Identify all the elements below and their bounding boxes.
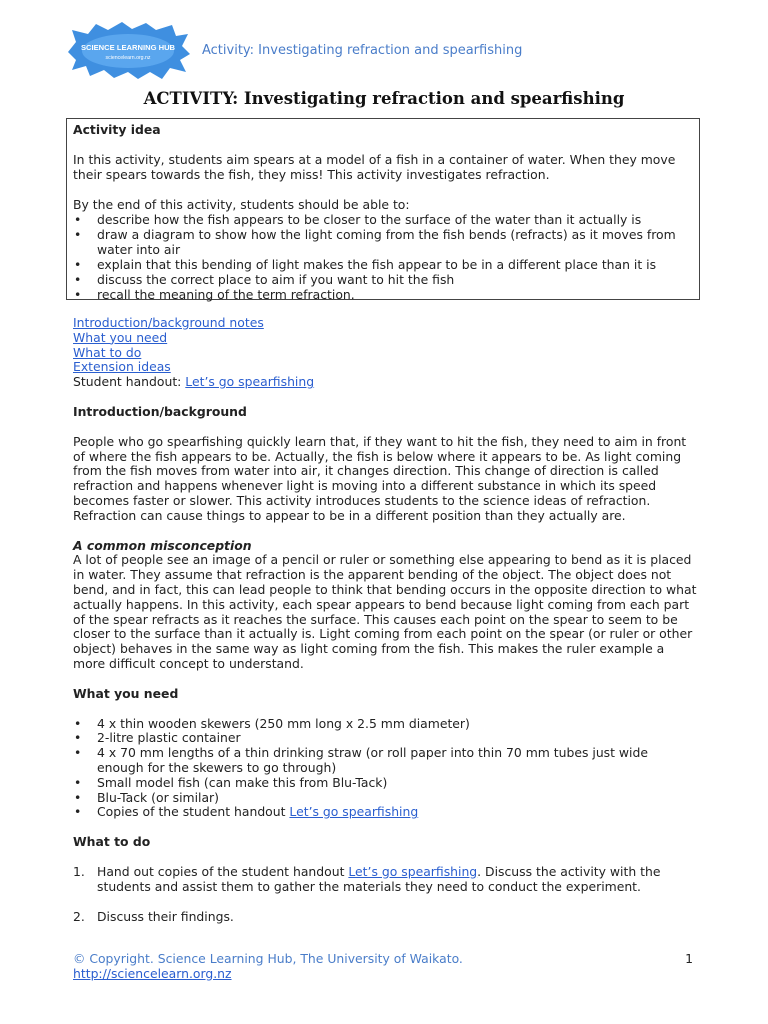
misconception-heading: A common misconception (73, 537, 252, 553)
step-number: 1. (73, 863, 85, 879)
toc-link-extension-ideas[interactable]: Extension ideas (73, 359, 171, 375)
step-text: Discuss their findings. (97, 908, 234, 924)
activity-idea-heading: Activity idea (73, 122, 161, 137)
page-footer (73, 952, 697, 982)
objective-item: • draw a diagram to show how the light coming from the fish bends (refracts) as it moves from water into air (73, 227, 699, 257)
handout-link[interactable]: Let’s go spearfishing (185, 374, 315, 390)
logo-splash-icon (66, 22, 190, 80)
steps-list-2 (73, 910, 697, 925)
document-title: ACTIVITY: Investigating refraction and spearfishing (143, 89, 625, 108)
objectives-lead: By the end of this activity, students should be able to: (73, 197, 410, 212)
material-handout-link[interactable]: Let’s go spearfishing (289, 804, 419, 820)
toc-link-what-to-do[interactable]: What to do (73, 344, 142, 360)
logo-main-text: SCIENCE LEARNING HUB (80, 43, 176, 52)
toc-link-what-you-need[interactable]: What you need (73, 329, 168, 345)
page-number: 1 (685, 951, 693, 966)
objective-item: • explain that this bending of light makes the fish appear to be in a different place than it is (73, 257, 699, 272)
step-handout-link[interactable]: Let’s go spearfishing (348, 863, 478, 879)
toc-link-introduction[interactable]: Introduction/background notes (73, 315, 264, 330)
science-learning-hub-logo[interactable] (66, 22, 190, 80)
objective-item: • discuss the correct place to aim if you want to hit the fish (73, 272, 699, 287)
what-you-need-heading: What you need (73, 685, 179, 701)
material-item: • 2-litre plastic container (73, 731, 697, 746)
handout-label: Student handout: (73, 374, 186, 390)
material-item-text: Copies of the student handout (97, 804, 290, 820)
copyright-text: © Copyright. Science Learning Hub, The University of Waikato. (73, 951, 463, 966)
step-item (73, 910, 697, 925)
step-number: 2. (73, 908, 85, 924)
page-header (66, 22, 706, 82)
document-body (73, 316, 697, 924)
objectives-list (73, 212, 699, 302)
misconception-paragraph: A lot of people see an image of a pencil or ruler or something else appearing to bend as it is placed in water. They assume that refraction is the apparent bending of the object. The object does not bend, and in fact, this can lead people to think that bending occurs in the opposite direction to what actually happens. In this activity, each spear appears to bend because light coming from each part of the spear refracts as it reaches the surface. This causes each point on the spear to seem to be closer to the surface than it actually is. Light coming from each point on the spear (or ruler or other object) behaves in the same way as light coming from the fish. This makes the ruler example a more difficult concept to understand. (73, 552, 697, 671)
step-text-cont: . Discuss the activity with the students and assist them to gather the materials they need to conduct the experiment. (97, 863, 661, 894)
objective-item: • recall the meaning of the term refraction. (73, 287, 699, 302)
materials-list (73, 717, 697, 821)
material-item: • Small model fish (can make this from Blu-Tack) (73, 776, 697, 791)
step-item (73, 865, 697, 895)
footer-url-link[interactable]: http://sciencelearn.org.nz (73, 965, 232, 981)
what-to-do-heading: What to do (73, 834, 151, 850)
steps-list (73, 865, 697, 895)
material-item: • 4 x thin wooden skewers (250 mm long x 2.5 mm diameter) (73, 717, 697, 732)
material-item: • Blu-Tack (or similar) (73, 791, 697, 806)
table-of-contents (73, 316, 697, 390)
intro-paragraph: People who go spearfishing quickly learn that, if they want to hit the fish, they need to aim in front of where the fish appears to be. Actually, the fish is below where it appears to be. As light coming from the fish moves from water into air, it changes direction. This change of direction is called refraction and happens whenever light is moving into a different substance in which its speed becomes faster or slower. This activity introduces students to the science ideas of refraction. Refraction can cause things to appear to be in a different position than they actually are. (73, 433, 687, 523)
activity-idea-intro: In this activity, students aim spears at a model of a fish in a container of water. When they move their spears towards the fish, they miss! This activity investigates refraction. (73, 152, 676, 182)
student-handout-line (73, 375, 697, 390)
activity-idea-box (66, 118, 700, 300)
logo-url-text: sciencelearn.org.nz (105, 55, 151, 61)
material-item: • 4 x 70 mm lengths of a thin drinking straw (or roll paper into thin 70 mm tubes just wide enough for the skewers to go through) (73, 746, 697, 776)
intro-heading: Introduction/background (73, 403, 247, 419)
step-text: Hand out copies of the student handout (97, 863, 349, 879)
material-item (73, 805, 697, 820)
header-title: Activity: Investigating refraction and spearfishing (202, 43, 523, 58)
objective-item: • describe how the fish appears to be closer to the surface of the water than it actually is (73, 212, 699, 227)
